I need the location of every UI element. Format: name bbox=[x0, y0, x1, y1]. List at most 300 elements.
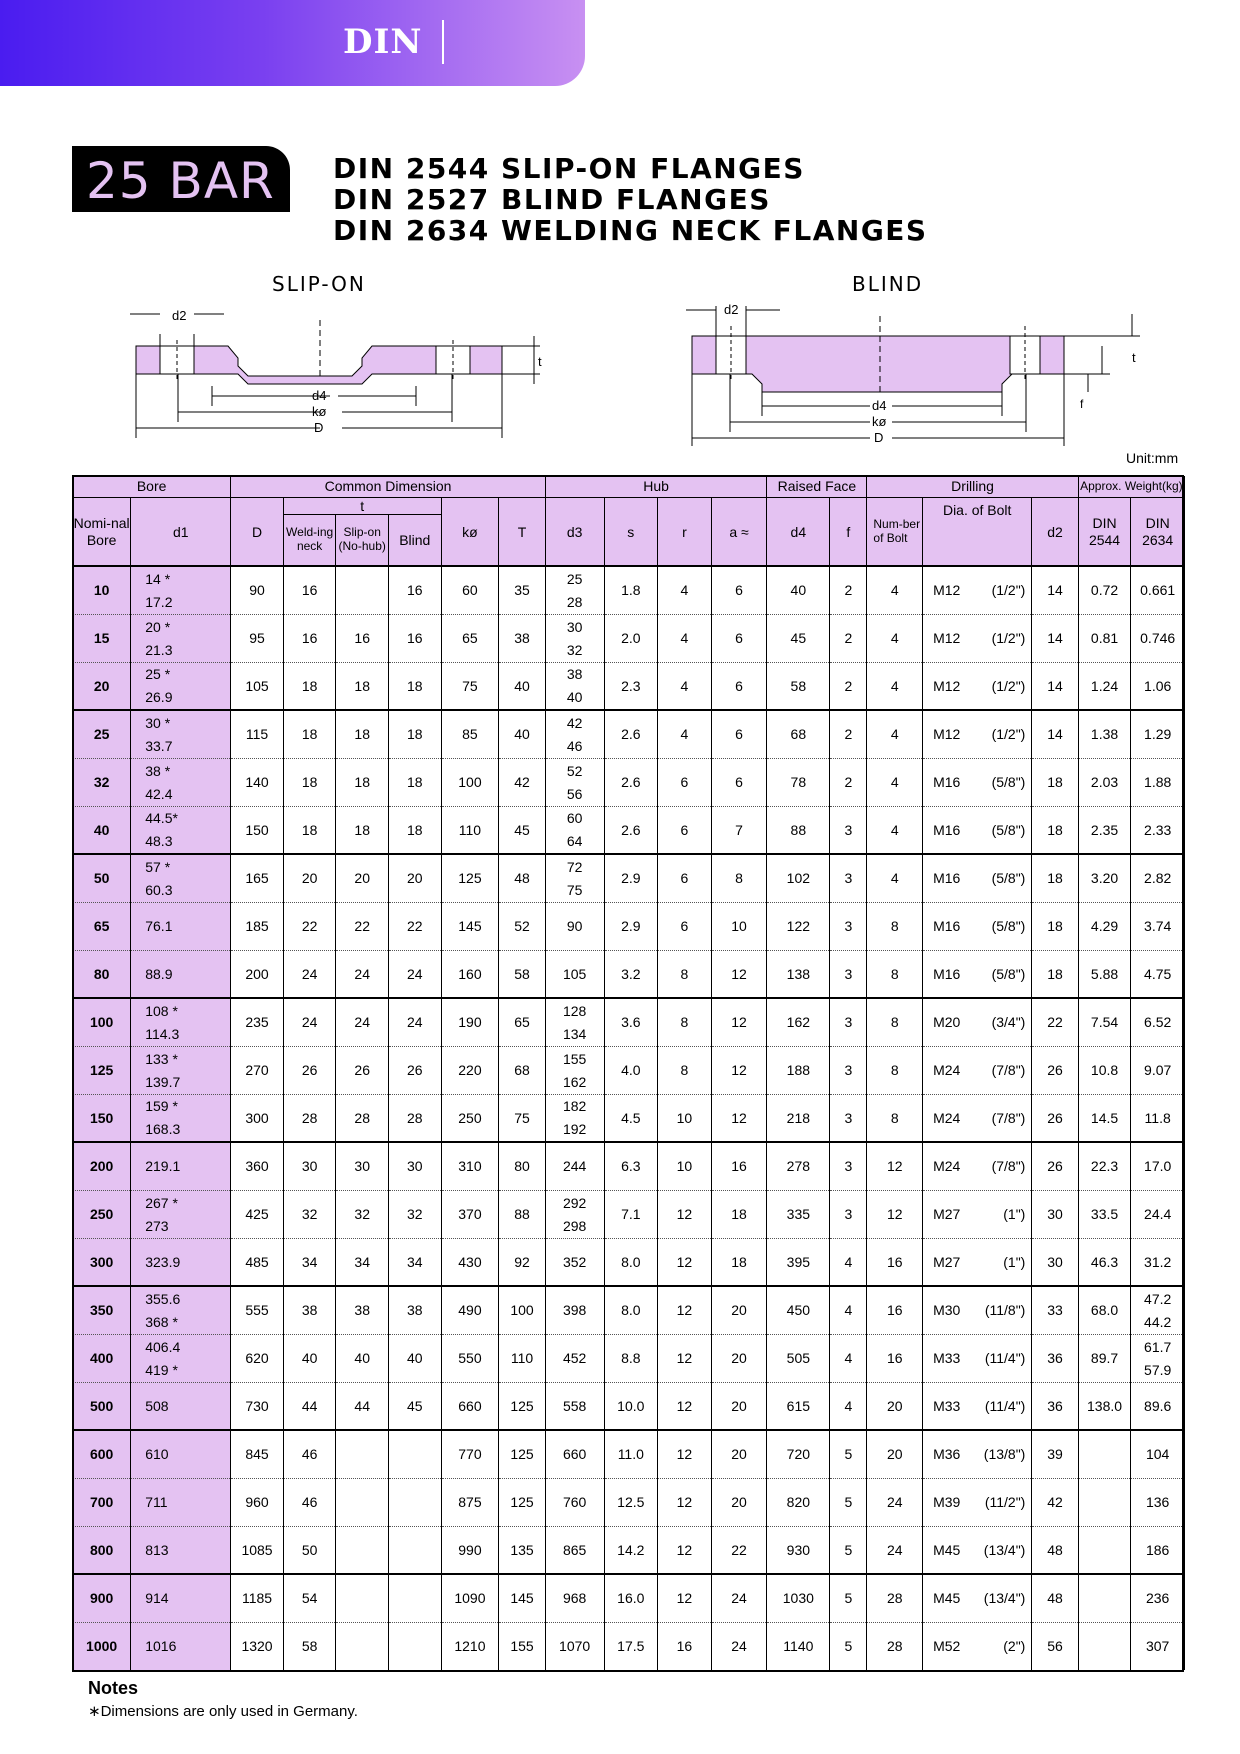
r-cell: 12 bbox=[658, 1286, 712, 1334]
weight-din2634-cell-stack bbox=[1131, 1575, 1184, 1621]
d3-cell-stack bbox=[546, 1431, 604, 1477]
d3-cell bbox=[545, 1478, 604, 1526]
weight-din2634-cell bbox=[1131, 1334, 1185, 1382]
d1-cell-stack bbox=[145, 1335, 230, 1381]
number-of-bolt-cell: 4 bbox=[867, 662, 923, 710]
d3-cell-stack bbox=[546, 1527, 604, 1573]
bolt-dia-cell bbox=[923, 1526, 1032, 1574]
r-cell: 6 bbox=[658, 902, 712, 950]
d1-cell-stack bbox=[145, 1479, 230, 1525]
d3-cell bbox=[545, 998, 604, 1046]
welding-neck-t-cell: 26 bbox=[283, 1046, 336, 1094]
a-cell: 10 bbox=[711, 902, 767, 950]
bolt-metric: M16 bbox=[933, 821, 961, 838]
bolt-dia-wrap bbox=[923, 1158, 1031, 1174]
d1-cell-value: 26.9 bbox=[145, 689, 173, 706]
d3-cell-stack bbox=[546, 663, 604, 709]
k-cell: 250 bbox=[441, 1094, 499, 1142]
bolt-dia-cell bbox=[923, 1094, 1032, 1142]
col-a: a ≈ bbox=[711, 498, 767, 567]
r-cell: 6 bbox=[658, 758, 712, 806]
weight-din2634-cell-value: 17.0 bbox=[1144, 1158, 1172, 1175]
col-d2: d2 bbox=[1032, 498, 1078, 567]
weight-din2634-cell bbox=[1131, 566, 1185, 614]
bolt-inch: (1") bbox=[1003, 1253, 1026, 1270]
weight-din2634-cell bbox=[1131, 1190, 1185, 1238]
a-cell: 24 bbox=[711, 1622, 767, 1670]
table-row bbox=[73, 1526, 1185, 1574]
s-cell: 10.0 bbox=[604, 1382, 658, 1430]
d1-cell bbox=[131, 854, 231, 902]
slip-on-diagram-title: SLIP-ON bbox=[272, 272, 366, 296]
D-cell: 140 bbox=[231, 758, 284, 806]
d2-cell: 14 bbox=[1032, 710, 1078, 758]
r-cell: 12 bbox=[658, 1238, 712, 1286]
blind-t-cell: 24 bbox=[388, 950, 441, 998]
d4-cell: 45 bbox=[767, 614, 830, 662]
d1-cell-value: 88.9 bbox=[145, 965, 173, 982]
table-row bbox=[73, 1286, 1185, 1334]
weight-din2634-cell-stack bbox=[1131, 903, 1184, 949]
d2-cell: 39 bbox=[1032, 1430, 1078, 1478]
d1-cell-stack bbox=[145, 759, 230, 805]
d3-cell bbox=[545, 566, 604, 614]
d2-cell: 33 bbox=[1032, 1286, 1078, 1334]
col-nominal-bore: Nomi-nal Bore bbox=[73, 498, 131, 567]
bolt-dia-wrap bbox=[923, 870, 1031, 886]
weight-din2634-cell-value: 57.9 bbox=[1144, 1361, 1172, 1378]
d3-cell bbox=[545, 1142, 604, 1190]
weight-din2544-cell: 1.24 bbox=[1078, 662, 1131, 710]
d3-cell-value: 760 bbox=[562, 1494, 587, 1511]
weight-din2544-cell: 22.3 bbox=[1078, 1142, 1131, 1190]
d3-cell-value: 192 bbox=[562, 1121, 587, 1138]
T-cell: 145 bbox=[499, 1574, 545, 1622]
table-row bbox=[73, 998, 1185, 1046]
weight-din2634-cell bbox=[1131, 1478, 1185, 1526]
nominal-bore-cell: 15 bbox=[73, 614, 131, 662]
d3-cell bbox=[545, 1190, 604, 1238]
bolt-metric: M45 bbox=[933, 1590, 961, 1607]
col-t-slip-on: Slip-on (No-hub) bbox=[336, 515, 389, 567]
d1-cell-value: 133 * bbox=[145, 1050, 178, 1067]
weight-din2634-cell bbox=[1131, 614, 1185, 662]
blind-t-cell: 18 bbox=[388, 662, 441, 710]
d4-cell: 68 bbox=[767, 710, 830, 758]
d4-cell: 720 bbox=[767, 1430, 830, 1478]
weight-din2634-cell-value: 31.2 bbox=[1144, 1253, 1172, 1270]
d1-cell-value: 139.7 bbox=[145, 1073, 181, 1090]
d2-cell: 48 bbox=[1032, 1574, 1078, 1622]
weight-din2634-cell-value: 4.75 bbox=[1144, 965, 1172, 982]
welding-neck-t-cell: 28 bbox=[283, 1094, 336, 1142]
d3-cell-value: 155 bbox=[562, 1050, 587, 1067]
table-row bbox=[73, 662, 1185, 710]
number-of-bolt-cell: 12 bbox=[867, 1142, 923, 1190]
a-cell: 12 bbox=[711, 1046, 767, 1094]
bolt-dia-cell bbox=[923, 1190, 1032, 1238]
nominal-bore-cell: 700 bbox=[73, 1478, 131, 1526]
bolt-dia-cell bbox=[923, 614, 1032, 662]
d1-cell bbox=[131, 1046, 231, 1094]
group-approx-weight: Approx. Weight(kg) bbox=[1078, 476, 1184, 498]
d1-cell-stack bbox=[145, 615, 230, 661]
weight-din2634-cell-stack bbox=[1131, 1191, 1184, 1237]
d3-cell bbox=[545, 1430, 604, 1478]
d4-cell: 162 bbox=[767, 998, 830, 1046]
weight-din2634-cell-stack bbox=[1131, 615, 1184, 661]
d1-cell-stack bbox=[145, 1191, 230, 1237]
r-cell: 10 bbox=[658, 1094, 712, 1142]
d4-cell: 138 bbox=[767, 950, 830, 998]
table-row bbox=[73, 1238, 1185, 1286]
number-of-bolt-cell: 8 bbox=[867, 902, 923, 950]
d4-cell: 278 bbox=[767, 1142, 830, 1190]
d1-cell-stack bbox=[145, 1527, 230, 1573]
d1-cell-stack bbox=[145, 1431, 230, 1477]
d3-cell-stack bbox=[546, 759, 604, 805]
bolt-dia-wrap bbox=[923, 966, 1031, 982]
a-cell: 12 bbox=[711, 998, 767, 1046]
weight-din2634-cell-value: 11.8 bbox=[1144, 1109, 1171, 1126]
weight-din2634-cell-value: 2.82 bbox=[1144, 870, 1172, 887]
T-cell: 42 bbox=[499, 758, 545, 806]
weight-din2634-cell bbox=[1131, 1238, 1185, 1286]
bolt-dia-cell bbox=[923, 1334, 1032, 1382]
D-cell: 200 bbox=[231, 950, 284, 998]
welding-neck-t-cell: 24 bbox=[283, 998, 336, 1046]
slip-on-t-cell bbox=[336, 1478, 389, 1526]
d3-cell-value: 660 bbox=[562, 1446, 587, 1463]
d1-cell-stack bbox=[145, 903, 230, 949]
blind-label-d4: d4 bbox=[872, 398, 887, 413]
d1-cell bbox=[131, 566, 231, 614]
welding-neck-t-cell: 18 bbox=[283, 710, 336, 758]
weight-din2544-cell: 10.8 bbox=[1078, 1046, 1131, 1094]
d3-cell bbox=[545, 1622, 604, 1670]
slip-on-label-d4: d4 bbox=[312, 388, 327, 403]
bolt-inch: (3/4") bbox=[991, 1014, 1026, 1031]
weight-din2634-cell-stack bbox=[1131, 855, 1184, 901]
a-cell: 6 bbox=[711, 758, 767, 806]
f-cell: 3 bbox=[830, 1142, 867, 1190]
d3-cell-stack bbox=[546, 855, 604, 901]
nominal-bore-cell: 200 bbox=[73, 1142, 131, 1190]
d3-cell-value: 865 bbox=[562, 1541, 587, 1558]
welding-neck-t-cell: 18 bbox=[283, 662, 336, 710]
nominal-bore-cell: 80 bbox=[73, 950, 131, 998]
bolt-metric: M24 bbox=[933, 1109, 961, 1126]
nominal-bore-cell: 10 bbox=[73, 566, 131, 614]
d4-cell: 188 bbox=[767, 1046, 830, 1094]
blind-label-D: D bbox=[874, 430, 884, 445]
d3-cell bbox=[545, 1382, 604, 1430]
d1-cell-stack bbox=[145, 1239, 230, 1285]
bolt-inch: (7/8") bbox=[991, 1109, 1026, 1126]
flange-rows bbox=[73, 566, 1185, 1670]
T-cell: 92 bbox=[499, 1238, 545, 1286]
slip-on-label-k: kø bbox=[312, 404, 327, 419]
bolt-dia-cell bbox=[923, 1046, 1032, 1094]
blind-t-cell: 34 bbox=[388, 1238, 441, 1286]
col-number-of-bolt: Num-ber of Bolt bbox=[867, 498, 923, 567]
number-of-bolt-cell: 4 bbox=[867, 614, 923, 662]
d4-cell: 930 bbox=[767, 1526, 830, 1574]
blind-t-cell bbox=[388, 1574, 441, 1622]
d2-cell: 18 bbox=[1032, 854, 1078, 902]
number-of-bolt-cell: 16 bbox=[867, 1286, 923, 1334]
d1-cell-value: 914 bbox=[145, 1590, 169, 1607]
bolt-inch: (13/4") bbox=[983, 1541, 1026, 1558]
s-cell: 14.2 bbox=[604, 1526, 658, 1574]
bolt-dia-wrap bbox=[923, 1014, 1031, 1030]
d4-cell: 1030 bbox=[767, 1574, 830, 1622]
s-cell: 3.6 bbox=[604, 998, 658, 1046]
bolt-inch: (11/4") bbox=[984, 1350, 1026, 1367]
d1-cell-value: 368 * bbox=[145, 1313, 178, 1330]
bolt-dia-wrap bbox=[923, 1542, 1031, 1558]
k-cell: 550 bbox=[441, 1334, 499, 1382]
welding-neck-t-cell: 44 bbox=[283, 1382, 336, 1430]
D-cell: 150 bbox=[231, 806, 284, 854]
d2-cell: 18 bbox=[1032, 806, 1078, 854]
weight-din2634-cell bbox=[1131, 902, 1185, 950]
d1-cell-value: 42.4 bbox=[145, 785, 173, 802]
bolt-inch: (13/8") bbox=[983, 1446, 1026, 1463]
d1-cell-value: 48.3 bbox=[145, 833, 173, 850]
weight-din2634-cell bbox=[1131, 662, 1185, 710]
table-row bbox=[73, 614, 1185, 662]
slip-on-diagram bbox=[120, 300, 560, 450]
T-cell: 52 bbox=[499, 902, 545, 950]
subgroup-t: t bbox=[283, 498, 441, 515]
bolt-dia-cell bbox=[923, 566, 1032, 614]
welding-neck-t-cell: 20 bbox=[283, 854, 336, 902]
d3-cell-stack bbox=[546, 1335, 604, 1381]
r-cell: 8 bbox=[658, 998, 712, 1046]
s-cell: 17.5 bbox=[604, 1622, 658, 1670]
bolt-metric: M24 bbox=[933, 1062, 961, 1079]
slip-on-t-cell: 16 bbox=[336, 614, 389, 662]
col-k: kø bbox=[441, 498, 499, 567]
d1-cell-stack bbox=[145, 1575, 230, 1621]
blind-t-cell: 16 bbox=[388, 614, 441, 662]
col-t-welding-neck: Weld-ing neck bbox=[283, 515, 336, 567]
d3-cell bbox=[545, 614, 604, 662]
D-cell: 360 bbox=[231, 1142, 284, 1190]
d2-cell: 26 bbox=[1032, 1094, 1078, 1142]
slip-on-t-cell: 24 bbox=[336, 998, 389, 1046]
d1-cell bbox=[131, 1190, 231, 1238]
d3-cell-value: 1070 bbox=[559, 1638, 591, 1655]
d3-cell bbox=[545, 662, 604, 710]
d2-cell: 14 bbox=[1032, 614, 1078, 662]
T-cell: 100 bbox=[499, 1286, 545, 1334]
bolt-metric: M30 bbox=[933, 1302, 961, 1319]
welding-neck-t-cell: 18 bbox=[283, 758, 336, 806]
d1-cell bbox=[131, 1334, 231, 1382]
a-cell: 20 bbox=[711, 1286, 767, 1334]
D-cell: 1320 bbox=[231, 1622, 284, 1670]
d3-cell-value: 28 bbox=[566, 593, 583, 610]
weight-din2634-cell-value: 0.746 bbox=[1140, 630, 1176, 647]
a-cell: 18 bbox=[711, 1190, 767, 1238]
d3-cell-value: 42 bbox=[566, 714, 583, 731]
blind-label-t: t bbox=[1132, 350, 1136, 365]
d2-cell: 42 bbox=[1032, 1478, 1078, 1526]
d2-cell: 14 bbox=[1032, 566, 1078, 614]
bolt-metric: M45 bbox=[933, 1541, 961, 1558]
nominal-bore-cell: 100 bbox=[73, 998, 131, 1046]
weight-din2634-cell bbox=[1131, 710, 1185, 758]
nominal-bore-cell: 900 bbox=[73, 1574, 131, 1622]
s-cell: 8.8 bbox=[604, 1334, 658, 1382]
d1-cell-value: 108 * bbox=[145, 1002, 178, 1019]
d3-cell bbox=[545, 758, 604, 806]
weight-din2544-cell: 68.0 bbox=[1078, 1286, 1131, 1334]
d4-cell: 1140 bbox=[767, 1622, 830, 1670]
slip-on-t-cell: 18 bbox=[336, 806, 389, 854]
number-of-bolt-cell: 28 bbox=[867, 1622, 923, 1670]
d3-cell-value: 558 bbox=[562, 1397, 587, 1414]
number-of-bolt-cell: 20 bbox=[867, 1382, 923, 1430]
d1-cell-stack bbox=[145, 807, 230, 853]
d1-cell-value: 30 * bbox=[145, 714, 171, 731]
d3-cell-value: 292 bbox=[562, 1194, 587, 1211]
d3-cell-value: 25 bbox=[566, 570, 583, 587]
slip-on-t-cell: 28 bbox=[336, 1094, 389, 1142]
r-cell: 4 bbox=[658, 710, 712, 758]
r-cell: 12 bbox=[658, 1478, 712, 1526]
weight-din2544-cell bbox=[1078, 1430, 1131, 1478]
d1-cell-value: 419 * bbox=[145, 1361, 178, 1378]
bolt-inch: (11/2") bbox=[984, 1494, 1026, 1511]
weight-din2634-cell-stack bbox=[1131, 711, 1184, 757]
d1-cell-value: 38 * bbox=[145, 762, 171, 779]
k-cell: 875 bbox=[441, 1478, 499, 1526]
welding-neck-t-cell: 16 bbox=[283, 566, 336, 614]
pressure-badge-label: 25 BAR bbox=[86, 152, 275, 210]
s-cell: 1.8 bbox=[604, 566, 658, 614]
d4-cell: 615 bbox=[767, 1382, 830, 1430]
k-cell: 990 bbox=[441, 1526, 499, 1574]
d1-cell bbox=[131, 1094, 231, 1142]
nominal-bore-cell: 800 bbox=[73, 1526, 131, 1574]
d1-cell bbox=[131, 1526, 231, 1574]
weight-din2634-cell-value: 0.661 bbox=[1140, 582, 1176, 599]
bolt-dia-cell bbox=[923, 662, 1032, 710]
d3-cell-value: 72 bbox=[566, 858, 583, 875]
f-cell: 2 bbox=[830, 566, 867, 614]
weight-din2634-cell-value: 104 bbox=[1145, 1446, 1170, 1463]
group-raised-face: Raised Face bbox=[767, 476, 867, 498]
d3-cell-stack bbox=[546, 951, 604, 997]
d1-cell-value: 168.3 bbox=[145, 1121, 181, 1138]
blind-t-cell: 24 bbox=[388, 998, 441, 1046]
d3-cell-value: 52 bbox=[566, 762, 583, 779]
weight-din2634-cell bbox=[1131, 998, 1185, 1046]
T-cell: 35 bbox=[499, 566, 545, 614]
T-cell: 68 bbox=[499, 1046, 545, 1094]
T-cell: 65 bbox=[499, 998, 545, 1046]
slip-on-t-cell: 18 bbox=[336, 758, 389, 806]
weight-din2634-cell-value: 44.2 bbox=[1144, 1313, 1172, 1330]
slip-on-t-cell: 20 bbox=[336, 854, 389, 902]
T-cell: 155 bbox=[499, 1622, 545, 1670]
bolt-metric: M24 bbox=[933, 1158, 961, 1175]
weight-din2634-cell-stack bbox=[1131, 1431, 1184, 1477]
weight-din2634-cell-stack bbox=[1131, 951, 1184, 997]
D-cell: 105 bbox=[231, 662, 284, 710]
r-cell: 10 bbox=[658, 1142, 712, 1190]
d1-cell-value: 711 bbox=[145, 1494, 168, 1511]
bolt-dia-wrap bbox=[923, 630, 1031, 646]
col-D: D bbox=[231, 498, 284, 567]
blind-t-cell: 22 bbox=[388, 902, 441, 950]
weight-din2544-cell: 5.88 bbox=[1078, 950, 1131, 998]
bolt-metric: M52 bbox=[933, 1638, 961, 1655]
d1-cell-value: 355.6 bbox=[145, 1290, 181, 1307]
d1-cell bbox=[131, 1142, 231, 1190]
f-cell: 5 bbox=[830, 1478, 867, 1526]
f-cell: 2 bbox=[830, 614, 867, 662]
weight-din2634-cell-stack bbox=[1131, 1527, 1184, 1573]
d1-cell bbox=[131, 662, 231, 710]
weight-din2544-cell: 0.81 bbox=[1078, 614, 1131, 662]
weight-din2544-cell: 46.3 bbox=[1078, 1238, 1131, 1286]
k-cell: 370 bbox=[441, 1190, 499, 1238]
weight-din2634-cell-value: 307 bbox=[1145, 1638, 1170, 1655]
r-cell: 12 bbox=[658, 1382, 712, 1430]
d4-cell: 40 bbox=[767, 566, 830, 614]
D-cell: 845 bbox=[231, 1430, 284, 1478]
d1-cell bbox=[131, 1238, 231, 1286]
d3-cell-stack bbox=[546, 1239, 604, 1285]
D-cell: 1185 bbox=[231, 1574, 284, 1622]
k-cell: 75 bbox=[441, 662, 499, 710]
d1-cell-value: 813 bbox=[145, 1541, 169, 1558]
slip-on-label-t: t bbox=[538, 354, 542, 369]
r-cell: 12 bbox=[658, 1430, 712, 1478]
nominal-bore-cell: 50 bbox=[73, 854, 131, 902]
d3-cell-value: 182 bbox=[562, 1098, 587, 1115]
number-of-bolt-cell: 4 bbox=[867, 758, 923, 806]
k-cell: 310 bbox=[441, 1142, 499, 1190]
weight-din2634-cell-value: 186 bbox=[1145, 1541, 1170, 1558]
weight-din2634-cell bbox=[1131, 1094, 1185, 1142]
nominal-bore-cell: 125 bbox=[73, 1046, 131, 1094]
slip-on-t-cell: 40 bbox=[336, 1334, 389, 1382]
weight-din2634-cell bbox=[1131, 1382, 1185, 1430]
bolt-dia-cell bbox=[923, 950, 1032, 998]
bolt-inch: (1/2") bbox=[991, 630, 1026, 647]
d1-cell bbox=[131, 902, 231, 950]
table-row bbox=[73, 1046, 1185, 1094]
weight-din2634-cell-value: 6.52 bbox=[1144, 1014, 1172, 1031]
d3-cell-value: 64 bbox=[566, 833, 583, 850]
weight-din2544-cell: 89.7 bbox=[1078, 1334, 1131, 1382]
d1-cell bbox=[131, 950, 231, 998]
d1-cell-value: 1016 bbox=[145, 1638, 177, 1655]
nominal-bore-cell: 250 bbox=[73, 1190, 131, 1238]
weight-din2634-cell-value: 136 bbox=[1145, 1494, 1170, 1511]
weight-din2634-cell-stack bbox=[1131, 1143, 1184, 1189]
d2-cell: 26 bbox=[1032, 1142, 1078, 1190]
blind-t-cell bbox=[388, 1430, 441, 1478]
r-cell: 4 bbox=[658, 662, 712, 710]
weight-din2544-cell bbox=[1078, 1478, 1131, 1526]
d1-cell-value: 508 bbox=[145, 1397, 169, 1414]
